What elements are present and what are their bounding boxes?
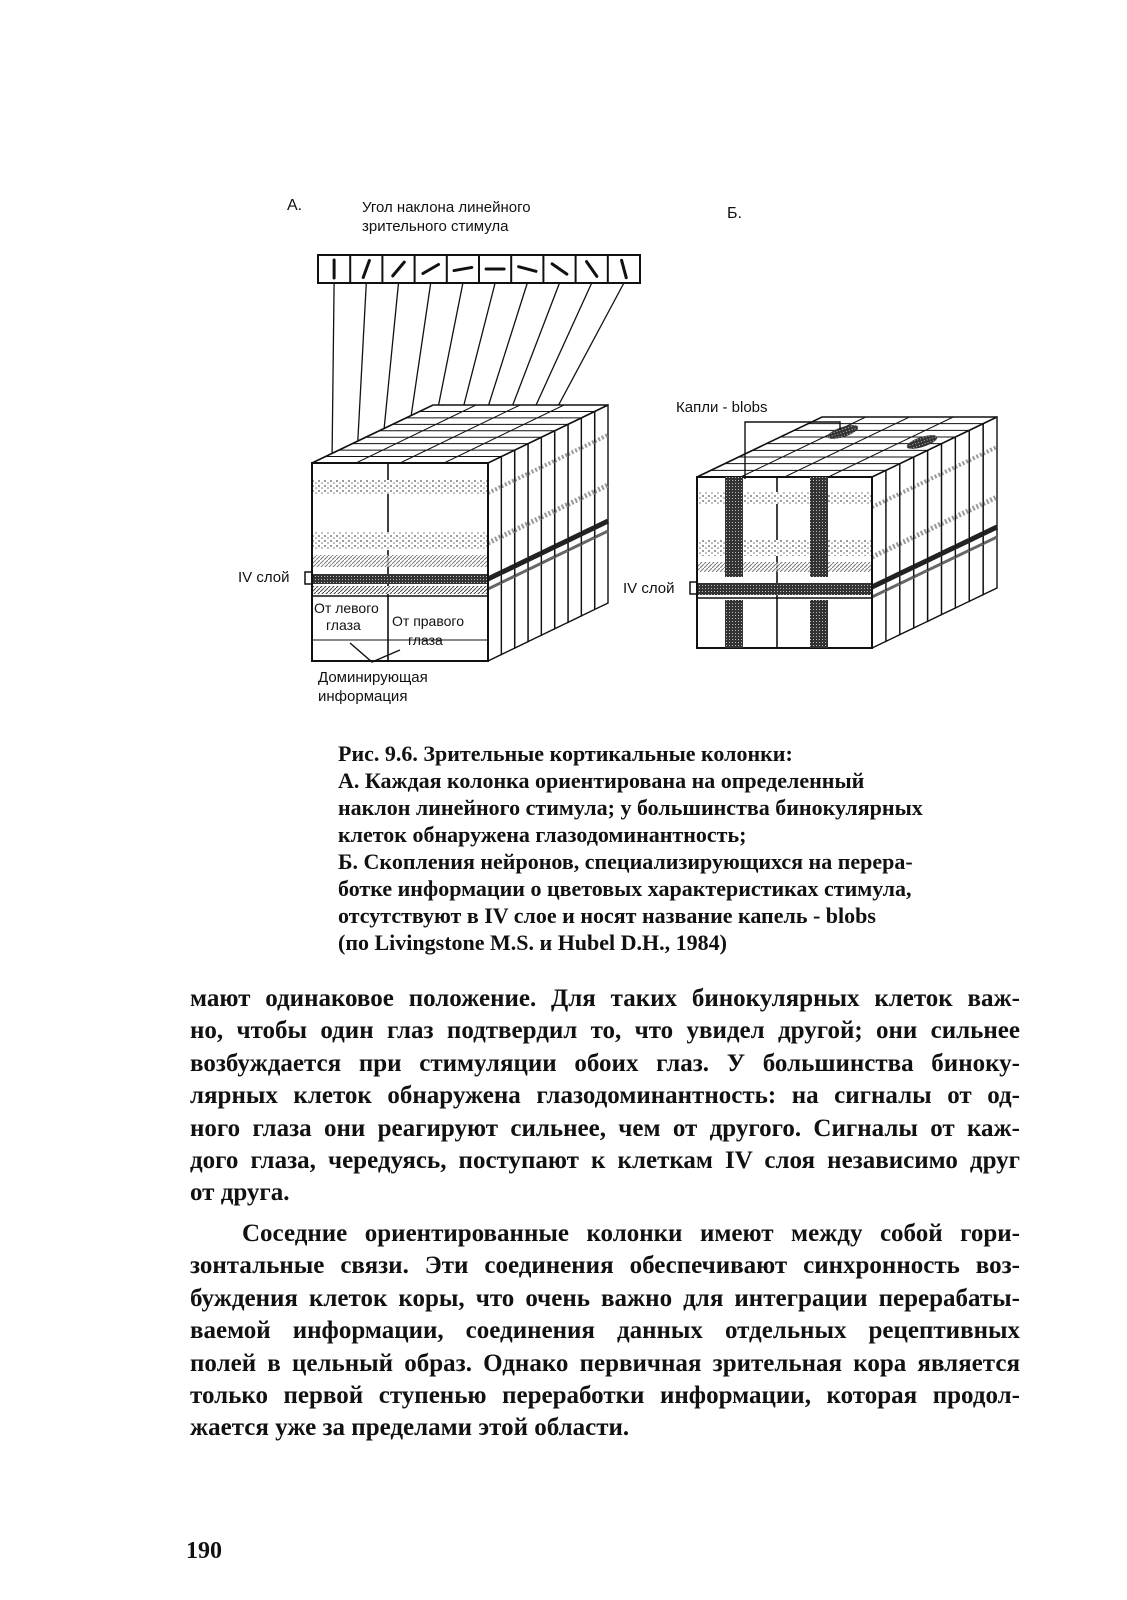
column-slab: [983, 417, 997, 595]
column-slab: [969, 424, 983, 602]
page-number: 190: [186, 1538, 222, 1564]
text-line: ного глаза они реагируют сильнее, чем от другого. Сигналы от каж-: [190, 1114, 1020, 1142]
caption-line: ботке информации о цветовых характеристиках стимула,: [338, 876, 912, 901]
caption-line: (по Livingstone M.S. и Hubel D.H., 1984): [338, 930, 727, 955]
column-slab: [900, 457, 914, 635]
caption-line: наклон линейного стимула; у большинства бинокулярных: [338, 795, 923, 820]
panel-b-layer-label: IV слой: [623, 580, 675, 597]
caption-line: Б. Скопления нейронов, специализирующихся на перера-: [338, 849, 913, 874]
right-eye-label-line2: глаза: [408, 632, 443, 648]
column-slab: [928, 444, 942, 622]
paragraph-2: [190, 1218, 1020, 1445]
column-slab: [872, 470, 886, 648]
text-line: от друга.: [190, 1179, 290, 1207]
figure-9-6: [0, 0, 1127, 720]
text-line: мают одинаковое положение. Для таких бинокулярных клеток важ-: [190, 985, 1020, 1012]
text-line: жается уже за пределами этой области.: [190, 1414, 630, 1442]
panel-a-title-line2: зрительного стимула: [362, 218, 509, 235]
text-line: но, чтобы один глаз подтвердил то, что увидел другой; они сильнее: [190, 1017, 1020, 1045]
panel-b-letter: Б.: [727, 205, 742, 222]
panel-a-title-line1: Угол наклона линейного: [362, 199, 531, 216]
dominance-label-line1: Доминирующая: [318, 669, 428, 686]
panel-a-layer-label: IV слой: [238, 569, 290, 586]
text-line: дого глаза, чередуясь, поступают к клеткам IV слоя независимо друг: [190, 1147, 1020, 1175]
panel-a-letter: А.: [287, 197, 303, 214]
text-line: зонтальные связи. Эти соединения обеспечивают синхронность воз-: [190, 1252, 1020, 1280]
caption-line: клеток обнаружена глазодоминантность;: [338, 822, 747, 847]
panel-b: [697, 417, 997, 648]
column-slab: [955, 430, 969, 608]
text-line: лярных клеток обнаружена глазодоминантность: на сигналы от од-: [190, 1082, 1020, 1110]
blob-column: [810, 477, 828, 577]
caption-line: А. Каждая колонка ориентирована на определенный: [338, 768, 865, 793]
paragraph-1: [190, 983, 1020, 1210]
blob-column: [725, 477, 743, 577]
text-line: полей в цельный образ. Однако первичная зрительная кора является: [190, 1349, 1020, 1377]
left-eye-label-line2: глаза: [326, 617, 361, 633]
column-block-b: [697, 417, 997, 648]
text-line: Соседние ориентированные колонки имеют между собой гори-: [242, 1220, 1020, 1247]
text-line: только первой ступенью переработки информации, которая продол-: [190, 1382, 1020, 1410]
blobs-label: Капли - blobs: [676, 399, 768, 416]
text-line: возбуждается при стимуляции обоих глаз. У большинства биноку-: [190, 1049, 1020, 1077]
figure-caption: [338, 740, 978, 956]
text-line: буждения клеток коры, что очень важно для интеграции перерабаты-: [190, 1284, 1020, 1312]
column-slab: [941, 437, 955, 615]
caption-line: Рис. 9.6. Зрительные кортикальные колонки:: [338, 741, 793, 766]
left-eye-label-line1: От левого: [314, 600, 379, 616]
dominance-label-line2: информация: [318, 688, 408, 705]
column-slab: [914, 450, 928, 628]
text-line: ваемой информации, соединения данных отдельных рецептивных: [190, 1317, 1020, 1345]
column-slab: [886, 464, 900, 642]
right-eye-label-line1: От правого: [392, 613, 464, 629]
figure-drawing: [0, 0, 1127, 720]
caption-line: отсутствуют в IV слое и носят название капель - blobs: [338, 903, 876, 928]
